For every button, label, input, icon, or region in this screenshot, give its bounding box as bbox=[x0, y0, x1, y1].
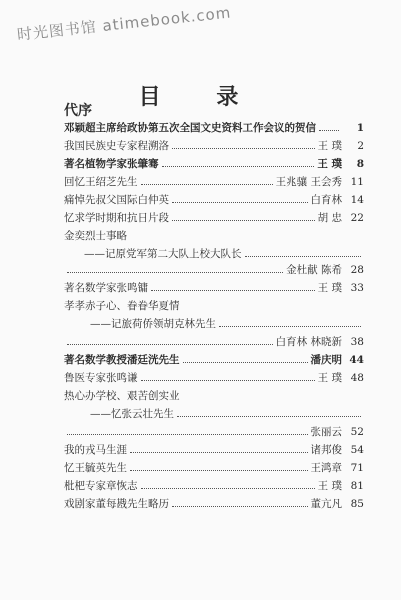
toc-entry-page: 33 bbox=[350, 282, 364, 294]
leader-dots bbox=[67, 271, 283, 273]
toc-entry-page: 81 bbox=[350, 480, 364, 492]
toc-entry-page: 38 bbox=[350, 336, 364, 348]
toc-entry-title: 著名植物学家张肇骞 bbox=[64, 158, 159, 170]
leader-dots bbox=[319, 129, 339, 131]
toc-entry[interactable] bbox=[64, 210, 364, 226]
toc-entry-title: 金奕烈士事略 bbox=[64, 230, 127, 242]
leader-dots bbox=[172, 505, 308, 507]
leader-dots bbox=[172, 219, 315, 221]
toc-entry-author: 王 璞 bbox=[317, 140, 342, 152]
leader-dots bbox=[141, 487, 315, 489]
toc-entry-author: 白育林 林晓新 bbox=[275, 336, 342, 348]
toc-entry-title: 戏剧家董每戡先生略历 bbox=[64, 498, 169, 510]
toc-entry-title: 鲁医专家张鸣谦 bbox=[64, 372, 138, 384]
toc-entry-title: 邓颖超主席给政协第五次全国文史资料工作会议的贺信 bbox=[64, 122, 316, 134]
toc-entry-author: 董亢凡 bbox=[310, 498, 342, 510]
toc-entry-author: 王兆骧 王会秀 bbox=[275, 176, 342, 188]
toc-entry-title: ——忆张云壮先生 bbox=[90, 408, 174, 420]
toc-entry-page: 48 bbox=[350, 372, 364, 384]
toc-entry-title: ——记原党军第二大队上校大队长 bbox=[84, 248, 242, 260]
toc-entry-author: 张丽云 bbox=[310, 426, 342, 438]
toc-entry-credit[interactable] bbox=[64, 262, 364, 278]
toc-entry-author: 王 璞 bbox=[317, 480, 342, 492]
toc-entry[interactable] bbox=[64, 228, 364, 244]
leader-dots bbox=[130, 451, 308, 453]
toc-entry-page: 11 bbox=[350, 176, 364, 188]
leader-dots bbox=[183, 361, 308, 363]
preface-heading: 代序 bbox=[64, 103, 92, 119]
toc-entry[interactable] bbox=[64, 120, 364, 136]
toc-entry-title: 孝孝赤子心、眷眷华夏情 bbox=[64, 300, 180, 312]
toc-entry[interactable] bbox=[64, 370, 364, 386]
toc-entry-author: 白育林 bbox=[310, 194, 342, 206]
toc-entry[interactable] bbox=[64, 174, 364, 190]
leader-dots bbox=[67, 433, 308, 435]
toc-entry-page: 52 bbox=[350, 426, 364, 438]
toc-entry-title: 我国民族史专家程溯洛 bbox=[64, 140, 169, 152]
watermark: 时光图书馆 atimebook.com bbox=[16, 3, 233, 44]
leader-dots bbox=[67, 343, 273, 345]
toc-entry[interactable] bbox=[64, 280, 364, 296]
leader-dots bbox=[141, 379, 315, 381]
toc-entry-title: 著名数学教授潘廷洸先生 bbox=[64, 354, 180, 366]
leader-dots bbox=[130, 469, 308, 471]
toc-entry[interactable] bbox=[64, 388, 364, 404]
leader-dots bbox=[245, 255, 362, 257]
toc-entry[interactable] bbox=[64, 442, 364, 458]
toc-entry-author: 王鸿章 bbox=[310, 462, 342, 474]
toc-entry-subtitle bbox=[64, 246, 364, 262]
toc-entry-author: 诸邦俊 bbox=[310, 444, 342, 456]
leader-dots bbox=[162, 165, 315, 167]
toc-entry[interactable] bbox=[64, 138, 364, 154]
toc-entry-page: 71 bbox=[350, 462, 364, 474]
toc-entry-credit[interactable] bbox=[64, 334, 364, 350]
toc-entry-credit[interactable] bbox=[64, 424, 364, 440]
toc-entry-author: 王 璞 bbox=[317, 282, 342, 294]
toc-entry-page: 85 bbox=[350, 498, 364, 510]
toc-entry-subtitle bbox=[64, 406, 364, 422]
toc-entry-title: 枇杷专家章恢志 bbox=[64, 480, 138, 492]
toc-entry-page: 28 bbox=[350, 264, 364, 276]
leader-dots bbox=[172, 147, 315, 149]
leader-dots bbox=[172, 201, 308, 203]
toc-entry-author: 王 璞 bbox=[317, 158, 342, 170]
toc-entry[interactable] bbox=[64, 192, 364, 208]
toc-entry-page: 14 bbox=[350, 194, 364, 206]
leader-dots bbox=[151, 289, 315, 291]
toc-entry[interactable] bbox=[64, 460, 364, 476]
leader-dots bbox=[177, 415, 361, 417]
toc-entry-title: 热心办学校、艰苦创实业 bbox=[64, 390, 180, 402]
leader-dots bbox=[219, 325, 361, 327]
toc-entry-author: 王 璞 bbox=[317, 372, 342, 384]
leader-dots bbox=[141, 183, 273, 185]
toc-entry[interactable] bbox=[64, 156, 364, 172]
toc-entry[interactable] bbox=[64, 496, 364, 512]
toc-entry-title: 我的戎马生涯 bbox=[64, 444, 127, 456]
toc-entry-author: 金杜献 陈希 bbox=[286, 264, 342, 276]
toc-entry-title: ——记旅荷侨领胡克林先生 bbox=[90, 318, 216, 330]
toc-entry-page: 22 bbox=[350, 212, 364, 224]
toc-entry-page: 8 bbox=[356, 158, 364, 170]
toc-entry-author: 潘庆明 bbox=[310, 354, 342, 366]
toc-entry-subtitle bbox=[64, 316, 364, 332]
toc-entry-page: 1 bbox=[356, 122, 364, 134]
toc-entry-author: 胡 忠 bbox=[317, 212, 342, 224]
toc-entry-title: 著名数学家张鸣镛 bbox=[64, 282, 148, 294]
toc-entry-page: 44 bbox=[349, 354, 364, 366]
toc-entry-title: 忆王毓英先生 bbox=[64, 462, 127, 474]
toc-entry-page: 54 bbox=[350, 444, 364, 456]
toc-entry-title: 忆求学时期和抗日片段 bbox=[64, 212, 169, 224]
toc-entry-title: 回忆王绍芝先生 bbox=[64, 176, 138, 188]
toc-entry[interactable] bbox=[64, 298, 364, 314]
toc-entry[interactable] bbox=[64, 478, 364, 494]
page-title: 目 录 bbox=[138, 84, 263, 110]
toc-entry[interactable] bbox=[64, 352, 364, 368]
toc-entry-title: 痛悼先叔父国际白仲英 bbox=[64, 194, 169, 206]
toc-entry-page: 2 bbox=[357, 140, 364, 152]
